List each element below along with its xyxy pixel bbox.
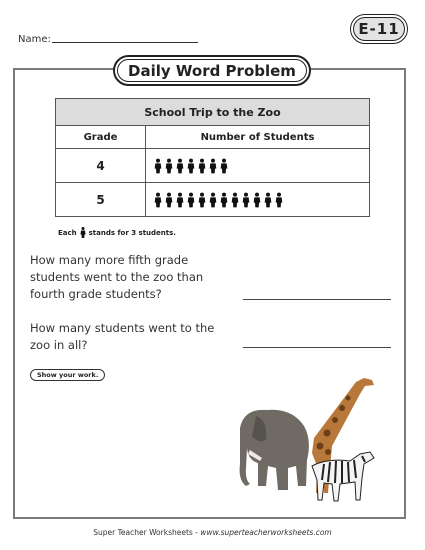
person-icon <box>253 192 261 208</box>
title-pill <box>113 55 311 86</box>
person-icon <box>176 192 184 208</box>
grade-cell: 5 <box>56 183 146 217</box>
person-icon <box>154 192 162 208</box>
person-icon <box>165 192 173 208</box>
person-icon <box>165 158 173 174</box>
person-icon <box>209 158 217 174</box>
pictograph-key <box>58 227 176 238</box>
footer-url[interactable]: www.superteacherworksheets.com <box>200 528 332 537</box>
name-line[interactable] <box>52 42 198 43</box>
column-header-grade: Grade <box>56 126 146 149</box>
person-icon <box>187 192 195 208</box>
person-icon <box>198 192 206 208</box>
table-row <box>56 183 370 217</box>
table-row <box>56 149 370 183</box>
person-icon <box>154 158 162 174</box>
person-icon <box>198 158 206 174</box>
picto-row-grade-4 <box>154 158 369 174</box>
person-icon <box>187 158 195 174</box>
person-icon <box>231 192 239 208</box>
grade-cell: 4 <box>56 149 146 183</box>
person-icon <box>275 192 283 208</box>
worksheet-code-badge <box>350 14 408 44</box>
question-2: How many students went to the zoo in all? <box>30 321 215 352</box>
answer-line-2[interactable] <box>243 347 391 348</box>
elephant-icon <box>240 410 309 490</box>
answer-line-1[interactable] <box>243 299 391 300</box>
pictograph-cell <box>146 149 370 183</box>
key-prefix: Each <box>58 228 77 237</box>
person-icon <box>220 192 228 208</box>
person-icon <box>264 192 272 208</box>
zoo-animals-illustration <box>232 368 402 513</box>
picto-row-grade-5 <box>154 192 369 208</box>
person-icon <box>220 158 228 174</box>
graph-title: School Trip to the Zoo <box>56 99 370 126</box>
show-your-work-button[interactable]: Show your work. <box>30 369 105 381</box>
key-suffix: stands for 3 students. <box>88 228 176 237</box>
page-title: Daily Word Problem <box>117 59 307 82</box>
person-icon <box>80 227 86 238</box>
person-icon <box>242 192 250 208</box>
pictograph-cell <box>146 183 370 217</box>
column-header-students: Number of Students <box>146 126 370 149</box>
pictograph-table <box>55 98 370 217</box>
footer <box>0 528 425 537</box>
person-icon <box>176 158 184 174</box>
name-label: Name: <box>18 34 51 45</box>
footer-prefix: Super Teacher Worksheets - <box>93 528 201 537</box>
worksheet-code: E-11 <box>353 17 405 41</box>
question-1: How many more fifth grade students went to the zoo than fourth grade students? <box>30 253 204 301</box>
person-icon <box>209 192 217 208</box>
